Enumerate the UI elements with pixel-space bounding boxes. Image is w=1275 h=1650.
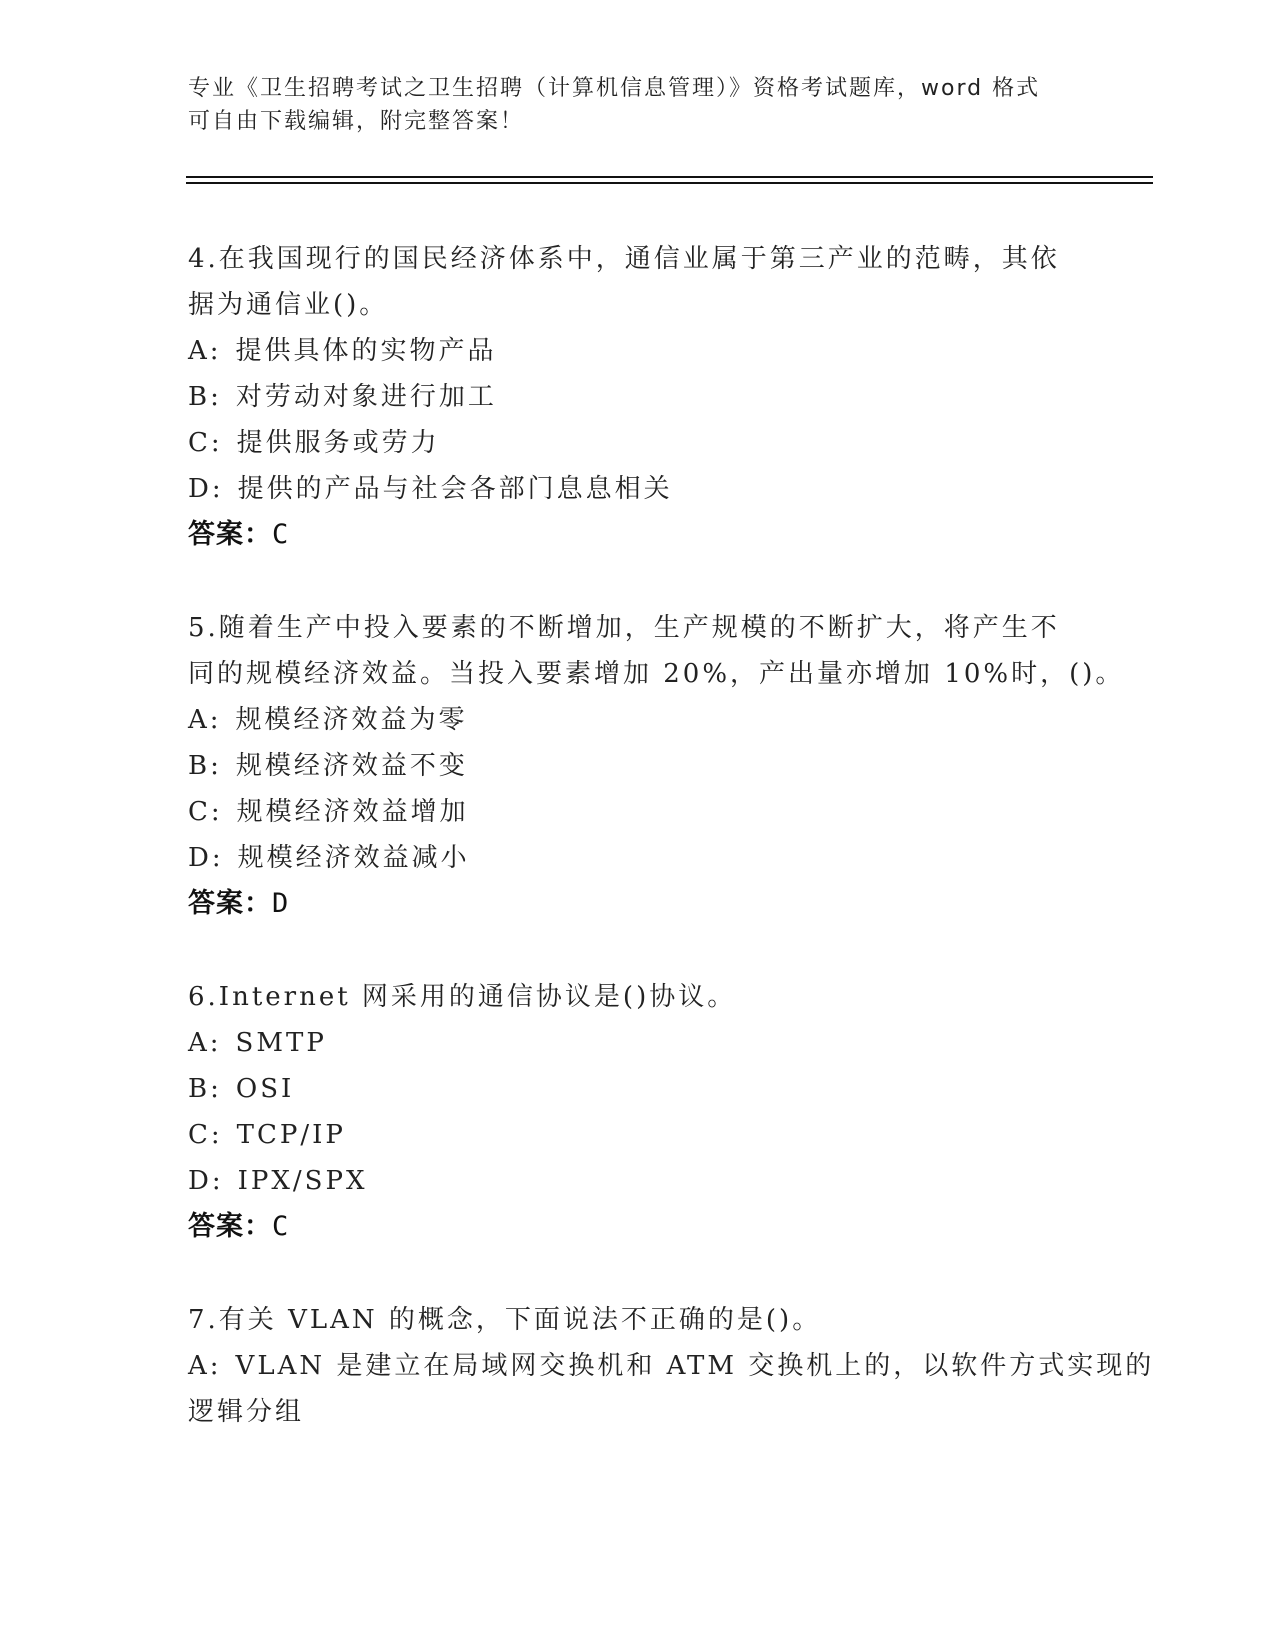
option-text: TCP/IP bbox=[236, 1120, 346, 1150]
option-letter: A: bbox=[188, 1028, 222, 1058]
answer-line bbox=[188, 881, 1088, 927]
answer-value: C bbox=[272, 519, 290, 550]
question-stem-line: 同的规模经济效益。当投入要素增加 20%，产出量亦增加 10%时，()。 bbox=[188, 659, 1125, 689]
option-letter: A: bbox=[188, 336, 222, 366]
option-d bbox=[188, 1158, 1088, 1204]
option-letter: D: bbox=[188, 1166, 224, 1196]
option-text: SMTP bbox=[235, 1028, 327, 1058]
option-letter: B: bbox=[188, 1074, 222, 1104]
header-divider-bottom bbox=[186, 182, 1153, 184]
option-text: 提供的产品与社会各部门息息相关 bbox=[237, 474, 673, 504]
option-d bbox=[188, 466, 1088, 512]
option-letter: D: bbox=[188, 474, 224, 504]
option-text: IPX/SPX bbox=[237, 1166, 368, 1196]
option-a bbox=[188, 1020, 1088, 1066]
option-c bbox=[188, 1112, 1088, 1158]
option-letter: C: bbox=[188, 797, 223, 827]
option-a bbox=[188, 697, 1088, 743]
option-text: 规模经济效益减小 bbox=[237, 843, 470, 873]
option-a-continued: 逻辑分组 bbox=[188, 1397, 305, 1427]
option-text: VLAN 是建立在局域网交换机和 ATM 交换机上的，以软件方式实现的 bbox=[235, 1351, 1155, 1381]
option-b bbox=[188, 743, 1088, 789]
question-stem-line: 7.有关 VLAN 的概念，下面说法不正确的是()。 bbox=[188, 1305, 822, 1335]
question-stem-line: 据为通信业()。 bbox=[188, 290, 389, 320]
question-item bbox=[188, 236, 1088, 558]
question-item bbox=[188, 605, 1125, 927]
header-line-2: 可自由下载编辑，附完整答案！ bbox=[188, 109, 525, 134]
header-divider-top bbox=[186, 176, 1153, 178]
option-d bbox=[188, 835, 1088, 881]
option-text: 提供服务或劳力 bbox=[236, 428, 440, 458]
question-stem bbox=[188, 605, 1125, 697]
answer-label: 答案： bbox=[188, 1211, 272, 1242]
option-text: 对劳动对象进行加工 bbox=[235, 382, 497, 412]
option-letter: B: bbox=[188, 382, 222, 412]
question-stem bbox=[188, 1297, 1088, 1343]
option-c bbox=[188, 789, 1088, 835]
header-line-1: 专业《卫生招聘考试之卫生招聘（计算机信息管理）》资格考试题库，word 格式 bbox=[188, 76, 1041, 101]
question-stem bbox=[188, 236, 1088, 328]
question-stem-line: 4.在我国现行的国民经济体系中，通信业属于第三产业的范畴，其依 bbox=[188, 244, 1060, 274]
option-c bbox=[188, 420, 1088, 466]
option-a bbox=[188, 1343, 1155, 1389]
option-letter: A: bbox=[188, 705, 222, 735]
option-letter: A: bbox=[188, 1351, 222, 1381]
option-letter: C: bbox=[188, 428, 223, 458]
option-letter: D: bbox=[188, 843, 224, 873]
option-text: 规模经济效益增加 bbox=[236, 797, 469, 827]
answer-label: 答案： bbox=[188, 888, 272, 919]
option-text: 规模经济效益不变 bbox=[235, 751, 468, 781]
question-item bbox=[188, 1297, 1155, 1435]
question-stem-line: 6.Internet 网采用的通信协议是()协议。 bbox=[188, 982, 737, 1012]
answer-value: D bbox=[272, 888, 290, 919]
option-text: 提供具体的实物产品 bbox=[235, 336, 497, 366]
question-list bbox=[188, 236, 1155, 1482]
option-a bbox=[188, 328, 1088, 374]
question-item bbox=[188, 974, 1088, 1250]
document-header-note bbox=[188, 72, 1088, 138]
option-letter: C: bbox=[188, 1120, 223, 1150]
option-b bbox=[188, 1066, 1088, 1112]
option-text: 规模经济效益为零 bbox=[235, 705, 468, 735]
question-stem-line: 5.随着生产中投入要素的不断增加，生产规模的不断扩大，将产生不 bbox=[188, 613, 1060, 643]
answer-label: 答案： bbox=[188, 519, 272, 550]
question-stem bbox=[188, 974, 1088, 1020]
option-b bbox=[188, 374, 1088, 420]
option-text: OSI bbox=[235, 1074, 295, 1104]
option-letter: B: bbox=[188, 751, 222, 781]
answer-line bbox=[188, 512, 1088, 558]
answer-value: C bbox=[272, 1211, 290, 1242]
answer-line bbox=[188, 1204, 1088, 1250]
